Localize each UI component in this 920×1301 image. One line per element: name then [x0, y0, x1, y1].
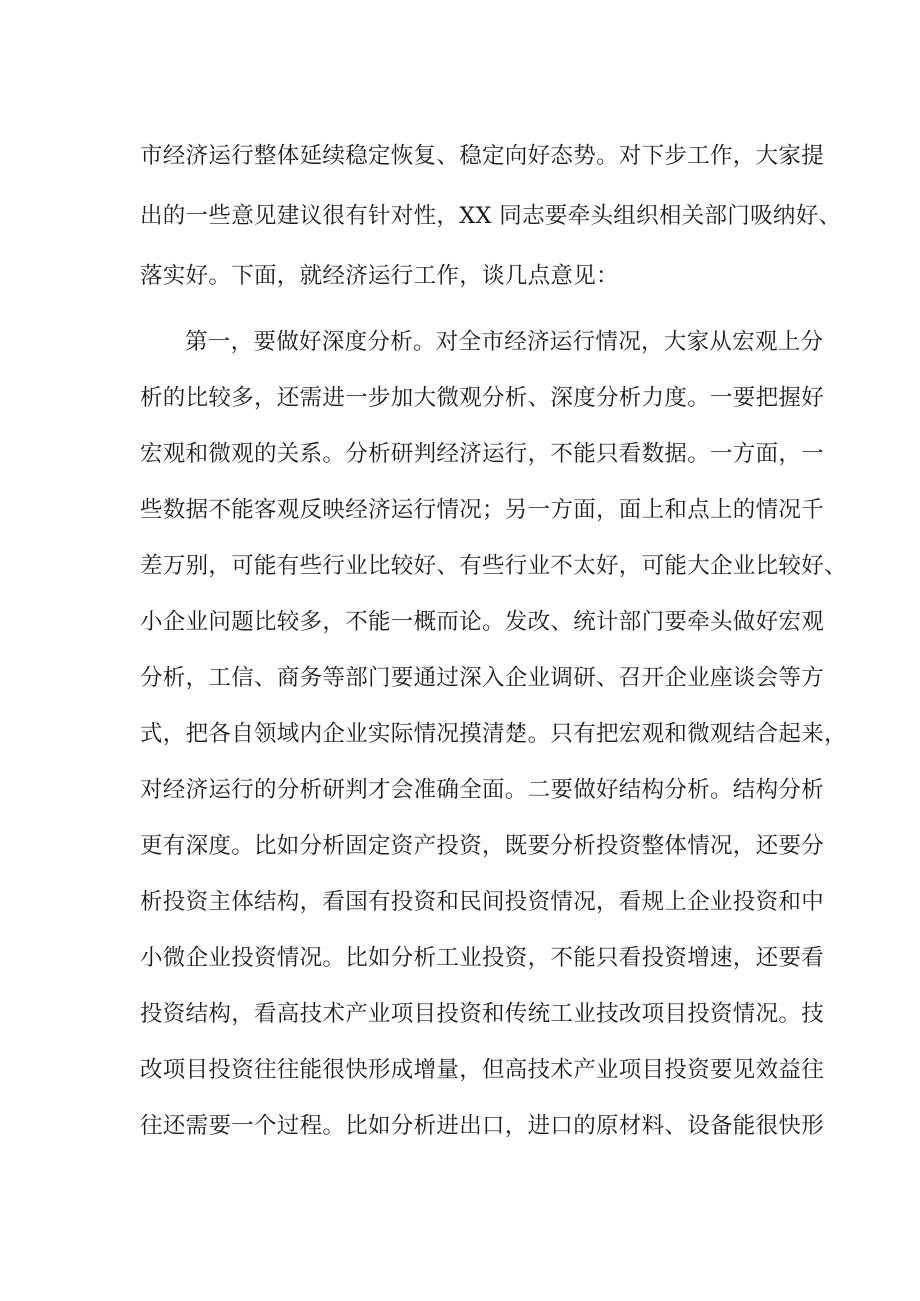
text-line: 出的一些意见建议很有针对性，XX 同志要牵头组织相关部门吸纳好、	[140, 203, 842, 229]
text-line: 析的比较多，还需进一步加大微观分析、深度分析力度。一要把握好	[140, 385, 825, 411]
text-line: 析投资主体结构，看国有投资和民间投资情况，看规上企业投资和中	[140, 889, 825, 915]
text-line: 分析，工信、商务等部门要通过深入企业调研、召开企业座谈会等方	[140, 665, 825, 691]
text-line: 小企业问题比较多，不能一概而论。发改、统计部门要牵头做好宏观	[140, 609, 825, 635]
text-line: 更有深度。比如分析固定资产投资，既要分析投资整体情况，还要分	[140, 833, 825, 859]
text-line: 小微企业投资情况。比如分析工业投资，不能只看投资增速，还要看	[140, 945, 825, 971]
text-line: 往还需要一个过程。比如分析进出口，进口的原材料、设备能很快形	[140, 1113, 825, 1139]
text-line: 式，把各自领域内企业实际情况摸清楚。只有把宏观和微观结合起来，	[140, 721, 847, 747]
text-line: 些数据不能客观反映经济运行情况；另一方面，面上和点上的情况千	[140, 497, 825, 523]
text-line: 投资结构，看高技术产业项目投资和传统工业技改项目投资情况。技	[140, 1001, 825, 1027]
text-line: 对经济运行的分析研判才会准确全面。二要做好结构分析。结构分析	[140, 777, 825, 803]
paragraph-first-line: 第一，要做好深度分析。对全市经济运行情况，大家从宏观上分	[185, 329, 824, 355]
text-line: 市经济运行整体延续稳定恢复、稳定向好态势。对下步工作，大家提	[140, 143, 825, 169]
text-line: 宏观和微观的关系。分析研判经济运行，不能只看数据。一方面，一	[140, 441, 825, 467]
text-line: 差万别，可能有些行业比较好、有些行业不太好，可能大企业比较好、	[140, 553, 847, 579]
text-line: 落实好。下面，就经济运行工作，谈几点意见：	[140, 263, 619, 289]
text-line: 改项目投资往往能很快形成增量，但高技术产业项目投资要见效益往	[140, 1057, 825, 1083]
